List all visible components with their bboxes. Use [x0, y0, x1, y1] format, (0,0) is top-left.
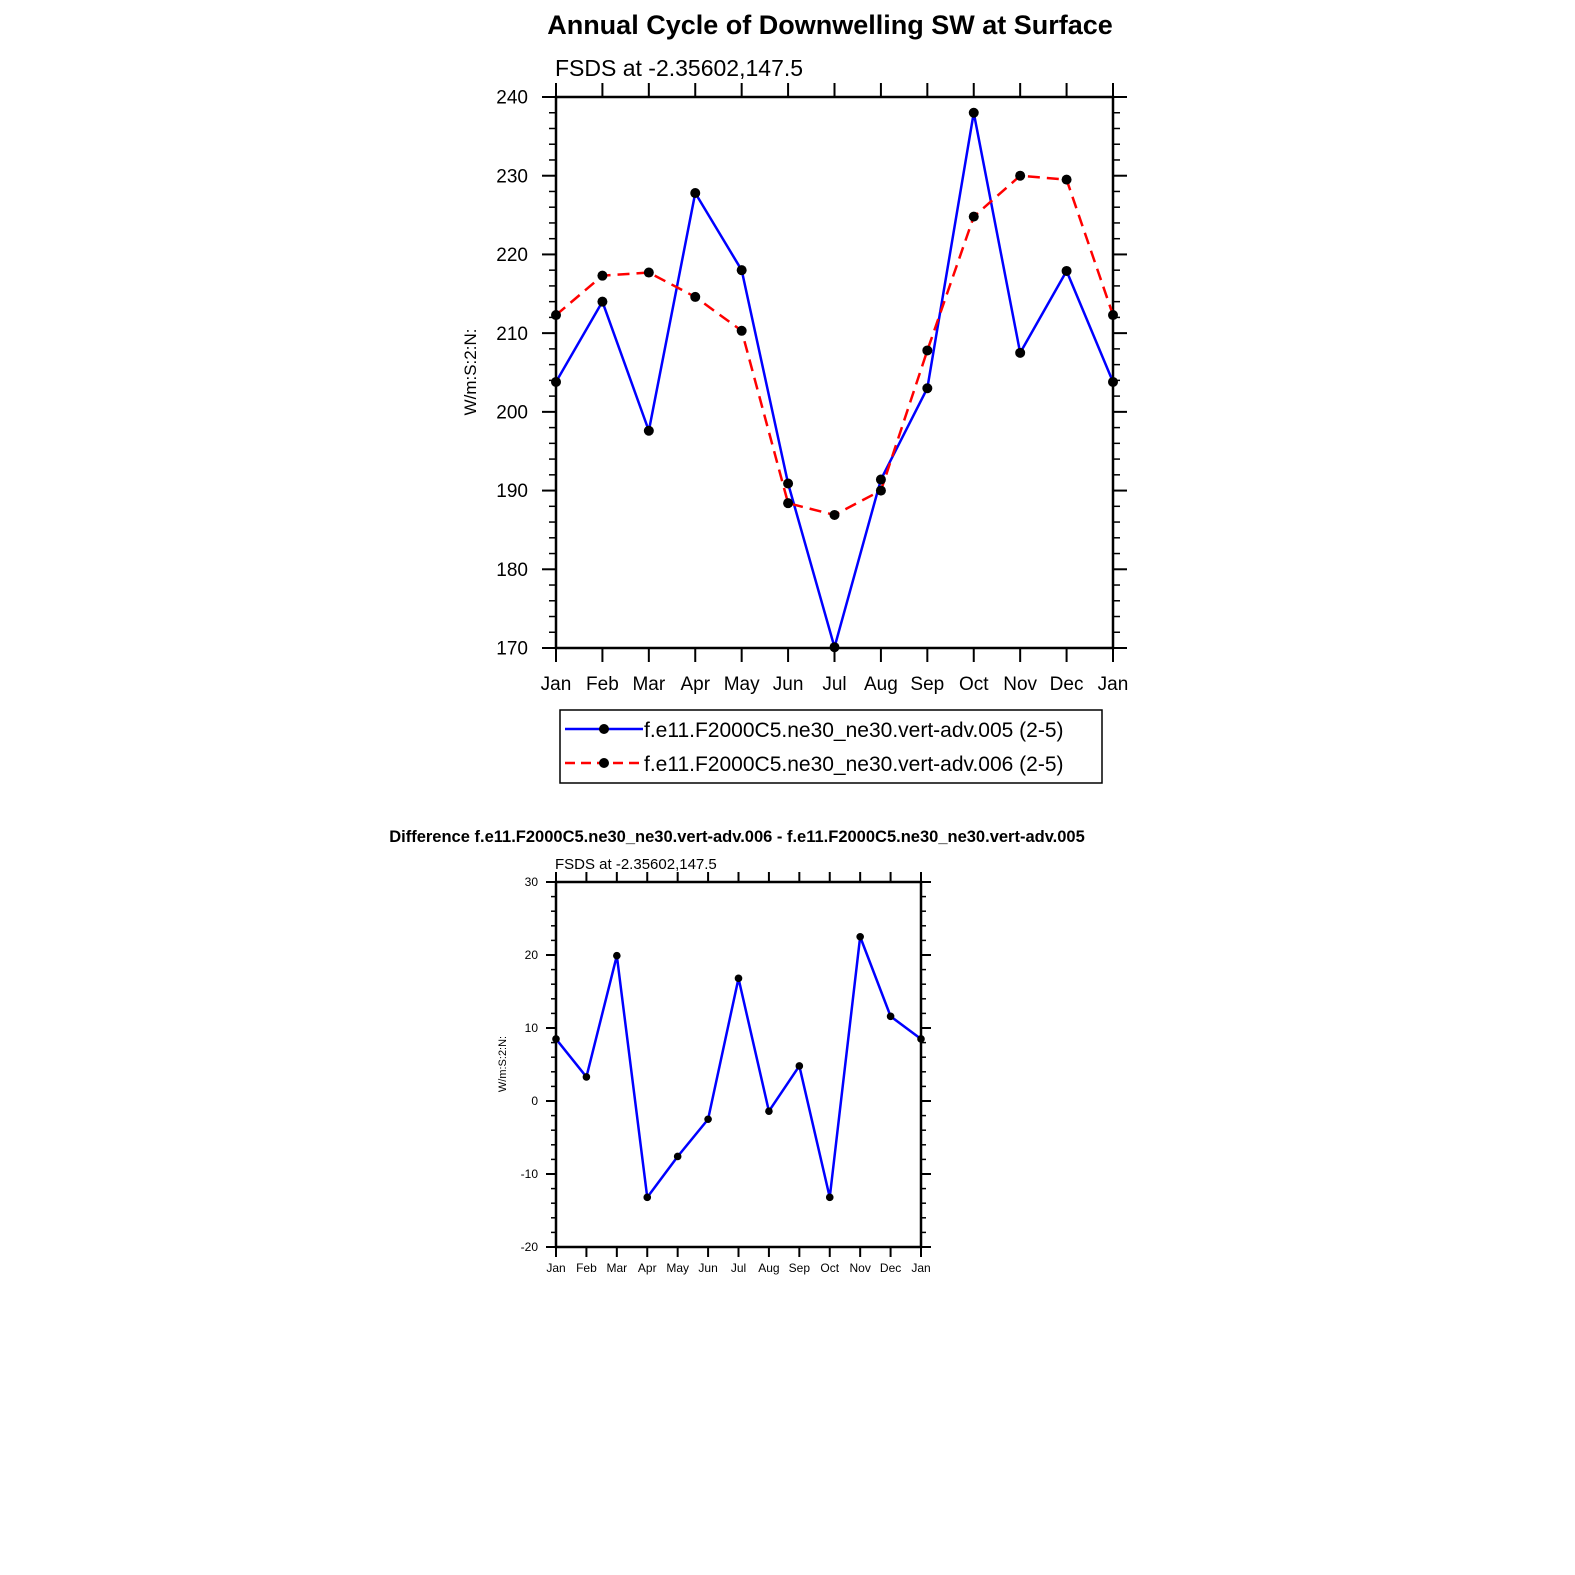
chart1-series-1-point [597, 297, 607, 307]
chart1-xtick-label: Jan [540, 674, 572, 695]
chart2-xtick-label: Jul [730, 1261, 747, 1275]
chart2-series-1-point [796, 1062, 804, 1070]
chart1-series-1-point [690, 188, 700, 198]
chart2-series-1-point [704, 1115, 712, 1123]
chart1-series-1-point [737, 265, 747, 275]
chart2-xtick-label: Dec [879, 1261, 902, 1275]
chart2-frame [556, 882, 921, 1247]
chart1-xtick-label: Sep [910, 674, 945, 695]
chart1-title: Annual Cycle of Downwelling SW at Surface [547, 10, 1113, 40]
chart1-series-2-point [597, 271, 607, 281]
chart1-ytick-label: 190 [496, 481, 528, 503]
chart1-series-2-point [737, 326, 747, 336]
chart1-plot [496, 83, 1128, 695]
chart2-xtick-label: Jan [546, 1261, 566, 1275]
chart2-subtitle: FSDS at -2.35602,147.5 [555, 856, 717, 873]
chart2-series-1-point [674, 1153, 682, 1161]
chart2-ytick-label: -20 [520, 1240, 538, 1255]
chart1-xtick-label: Nov [1003, 674, 1038, 695]
chart2-xtick-label: Aug [758, 1261, 780, 1275]
legend-marker-series-1 [599, 724, 609, 734]
chart1-ytick-label: 170 [496, 638, 528, 660]
chart2-ytick-label: -10 [520, 1167, 538, 1182]
chart1-series-2-point [690, 292, 700, 302]
chart2-series-1-point [765, 1107, 773, 1115]
chart2-title: Difference f.e11.F2000C5.ne30_ne30.vert-adv.006 - f.e11.F2000C5.ne30_ne30.vert-adv.005 [389, 828, 1085, 846]
chart1-legend [560, 710, 1102, 783]
chart1-series-2-point [644, 268, 654, 278]
chart2-plot [521, 872, 931, 1275]
chart1-xtick-label: Feb [586, 674, 619, 695]
chart1-series-1-point [830, 642, 840, 652]
chart2-ytick-label: 30 [524, 875, 538, 890]
chart2-series-1-point [613, 952, 621, 960]
chart2-xtick-label: Jun [698, 1261, 718, 1275]
chart2-ytick-label: 0 [531, 1094, 538, 1109]
chart2-xtick-label: Nov [849, 1261, 871, 1275]
chart2-series-1-point [856, 933, 864, 941]
chart1-xtick-label: Dec [1049, 674, 1084, 695]
chart1-series-2-point [969, 212, 979, 222]
chart2-series-1-point [826, 1194, 834, 1202]
chart2-xtick-label: Oct [820, 1261, 840, 1275]
chart1-ytick-label: 240 [496, 87, 528, 109]
chart1-series-2-point [876, 486, 886, 496]
chart2-series-1-point [552, 1035, 560, 1043]
chart1-ytick-label: 220 [496, 245, 528, 267]
chart1-series-1-point [1015, 348, 1025, 358]
chart1-xtick-label: May [723, 674, 760, 695]
chart1-ytick-label: 210 [496, 323, 528, 345]
chart2-series-1-point [643, 1194, 651, 1202]
chart2-series-1-point [735, 975, 743, 983]
chart2-series-1-point [887, 1013, 895, 1021]
chart2-xtick-label: Sep [788, 1261, 811, 1275]
chart2-series-1-point [917, 1035, 925, 1043]
chart1-ytick-label: 200 [496, 402, 528, 424]
chart2-xtick-label: Mar [606, 1261, 628, 1275]
chart1-series-1-point [876, 475, 886, 485]
chart1-series-2-point [1015, 171, 1025, 181]
chart2-ytick-label: 10 [524, 1021, 538, 1036]
chart1-series-2-point [1108, 310, 1118, 320]
chart2-xtick-label: May [666, 1261, 690, 1275]
chart1-series-2-point [783, 498, 793, 508]
chart1-series-1-point [1062, 266, 1072, 276]
chart1-subtitle: FSDS at -2.35602,147.5 [555, 55, 804, 81]
chart1-xtick-label: Apr [680, 674, 711, 695]
chart2-xtick-label: Jan [911, 1261, 931, 1275]
chart2-ylabel: W/m:S:2:N: [497, 1035, 509, 1093]
legend-marker-series-2 [599, 758, 609, 768]
chart1-frame [556, 97, 1113, 648]
chart1-series-1-point [644, 426, 654, 436]
chart1-series-1-point [969, 108, 979, 118]
chart1-ylabel: W/m:S:2:N: [461, 328, 480, 416]
chart1-series-2-point [1062, 175, 1072, 185]
chart2-xtick-label: Apr [637, 1261, 657, 1275]
chart1-series-2-point [551, 310, 561, 320]
chart1-xtick-label: Oct [958, 674, 989, 695]
chart1-series-1-line [556, 113, 1113, 647]
chart1-xtick-label: Jan [1097, 674, 1129, 695]
chart1-xtick-label: Jun [772, 674, 804, 695]
chart2-series-1-point [583, 1073, 591, 1081]
chart1-xtick-label: Mar [632, 674, 666, 695]
chart2-xtick-label: Feb [576, 1261, 597, 1275]
chart1-series-1-point [1108, 377, 1118, 387]
chart1-xtick-label: Aug [864, 674, 898, 695]
chart2-ytick-label: 20 [524, 948, 538, 963]
legend-label-series-1: f.e11.F2000C5.ne30_ne30.vert-adv.005 (2-5) [644, 719, 1064, 742]
chart1-series-1-point [783, 478, 793, 488]
chart1-series-2-point [922, 345, 932, 355]
legend-label-series-2: f.e11.F2000C5.ne30_ne30.vert-adv.006 (2-5) [644, 753, 1064, 776]
chart1-ytick-label: 180 [496, 559, 528, 581]
chart1-series-2-line [556, 176, 1113, 515]
chart1-ytick-label: 230 [496, 166, 528, 188]
chart1-series-1-point [922, 383, 932, 393]
chart1-xtick-label: Jul [822, 674, 847, 695]
chart1-series-1-point [551, 377, 561, 387]
chart1-series-2-point [830, 510, 840, 520]
